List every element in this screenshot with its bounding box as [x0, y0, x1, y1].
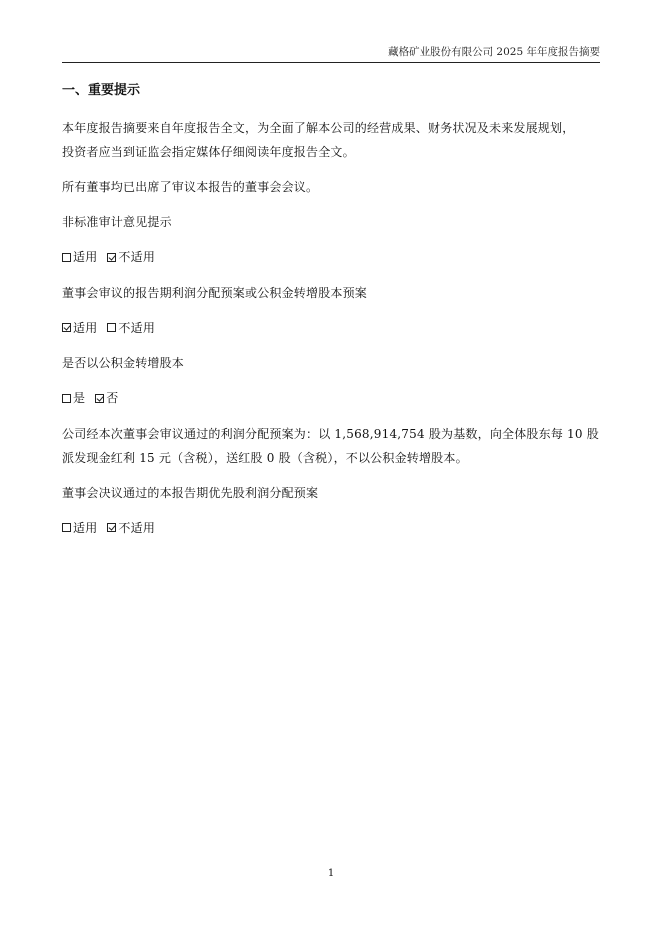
paragraph-line: 公司经本次董事会审议通过的利润分配预案为：以 1,568,914,754 股为基数，向全体股东每 10 股: [62, 426, 599, 441]
option-profit-not-applicable: [107, 316, 155, 340]
header-title: 藏格矿业股份有限公司 2025 年年度报告摘要: [388, 46, 600, 58]
option-audit-not-applicable: [107, 245, 155, 269]
option-audit-applicable: [62, 245, 97, 269]
checkbox-icon: [107, 323, 116, 332]
option-row-preferred: [62, 516, 600, 541]
option-row-capital-reserve: [62, 386, 600, 411]
option-label: 适用: [73, 320, 98, 335]
paragraph-audit-opinion: 非标准审计意见提示: [62, 215, 172, 229]
document-body: [62, 80, 600, 551]
option-capital-no: [95, 386, 118, 410]
option-capital-yes: [62, 386, 85, 410]
option-row-audit: [62, 245, 600, 270]
option-profit-applicable: [62, 316, 97, 340]
paragraph-directors-attendance: 所有董事均已出席了审议本报告的董事会会议。: [62, 180, 319, 194]
option-label: 不适用: [118, 250, 156, 264]
page-number: 1: [327, 868, 335, 879]
checkbox-icon: [62, 253, 71, 262]
option-label: 不适用: [118, 320, 156, 335]
section-title: 一、重要提示: [62, 83, 141, 98]
page-header: [62, 46, 600, 63]
paragraph-line: 派发现金红利 15 元（含税），送红股 0 股（含税），不以公积金转增股本。: [62, 450, 468, 465]
option-label: 不适用: [118, 520, 156, 535]
checked-checkbox-icon: [95, 394, 104, 403]
paragraph-report-source: [62, 116, 600, 164]
checkbox-icon: [62, 394, 71, 403]
option-label: 适用: [73, 250, 98, 264]
option-preferred-not-applicable: [107, 516, 155, 540]
paragraph-capital-reserve: 是否以公积金转增股本: [62, 356, 185, 370]
checked-checkbox-icon: [107, 253, 116, 262]
paragraph-preferred-shares: 董事会决议通过的本报告期优先股利润分配预案: [62, 485, 319, 500]
checked-checkbox-icon: [62, 323, 71, 332]
paragraph-line: 本年度报告摘要来自年度报告全文，为全面了解本公司的经营成果、财务状况及未来发展规划，: [62, 121, 575, 135]
checked-checkbox-icon: [107, 523, 116, 532]
option-label: 是: [73, 391, 86, 405]
paragraph-profit-plan: 董事会审议的报告期利润分配预案或公积金转增股本预案: [62, 285, 368, 300]
option-row-profit-plan: [62, 316, 600, 341]
option-preferred-applicable: [62, 516, 97, 540]
checkbox-icon: [62, 523, 71, 532]
option-label: 否: [106, 391, 119, 405]
paragraph-line: 投资者应当到证监会指定媒体仔细阅读年度报告全文。: [62, 145, 355, 159]
paragraph-distribution-plan: [62, 422, 600, 470]
option-label: 适用: [73, 520, 98, 535]
